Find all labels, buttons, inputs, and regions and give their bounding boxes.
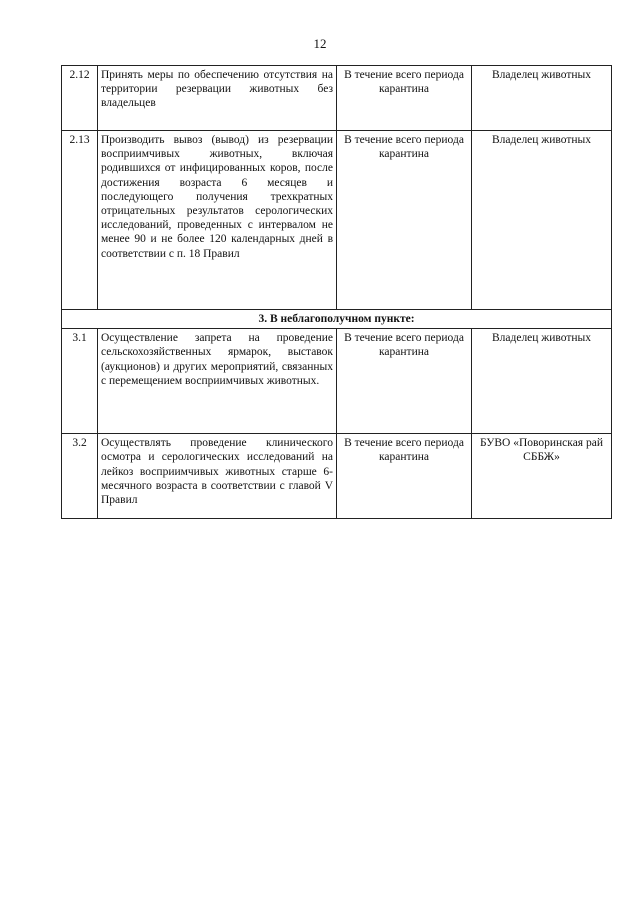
measure-text: Осуществлять проведение клинического осмотра и серологических исследований на лейкоз восприимчивых животных старше 6-месячного возраста в соответствии с главой V Правил: [98, 434, 337, 519]
table-row: [62, 131, 612, 310]
measure-text: Принять меры по обеспечению отсутствия на территории резервации животных без владельцев: [98, 66, 337, 131]
measures-table: [61, 65, 612, 519]
period-cell: В течение всего периода карантина: [337, 434, 472, 519]
item-number: 3.2: [62, 434, 98, 519]
period-cell: В течение всего периода карантина: [337, 66, 472, 131]
responsible-cell: Владелец животных: [472, 131, 612, 310]
item-number: 2.13: [62, 131, 98, 310]
measure-text: Производить вывоз (вывод) из резервации восприимчивых животных, включая родившихся от инфицированных коров, после достижения возраста 6 месяцев и последующего получения трехкратных отрицательных результатов серологических исследований, проведенных с интервалом не менее 90 и не более 120 календарных дней в соответствии с п. 18 Правил: [98, 131, 337, 310]
section-title: 3. В неблагополучном пункте:: [62, 310, 612, 329]
item-number: 3.1: [62, 329, 98, 434]
section-header-row: [62, 310, 612, 329]
item-number: 2.12: [62, 66, 98, 131]
page-number: 12: [313, 36, 327, 51]
responsible-cell: Владелец животных: [472, 66, 612, 131]
period-cell: В течение всего периода карантина: [337, 131, 472, 310]
responsible-cell: Владелец животных: [472, 329, 612, 434]
table-row: [62, 66, 612, 131]
table-row: [62, 434, 612, 519]
measure-text: Осуществление запрета на проведение сельскохозяйственных ярмарок, выставок (аукционов) и других мероприятий, связанных с перемещением восприимчивых животных.: [98, 329, 337, 434]
period-cell: В течение всего периода карантина: [337, 329, 472, 434]
responsible-cell: БУВО «Поворинская рай СББЖ»: [472, 434, 612, 519]
table-row: [62, 329, 612, 434]
